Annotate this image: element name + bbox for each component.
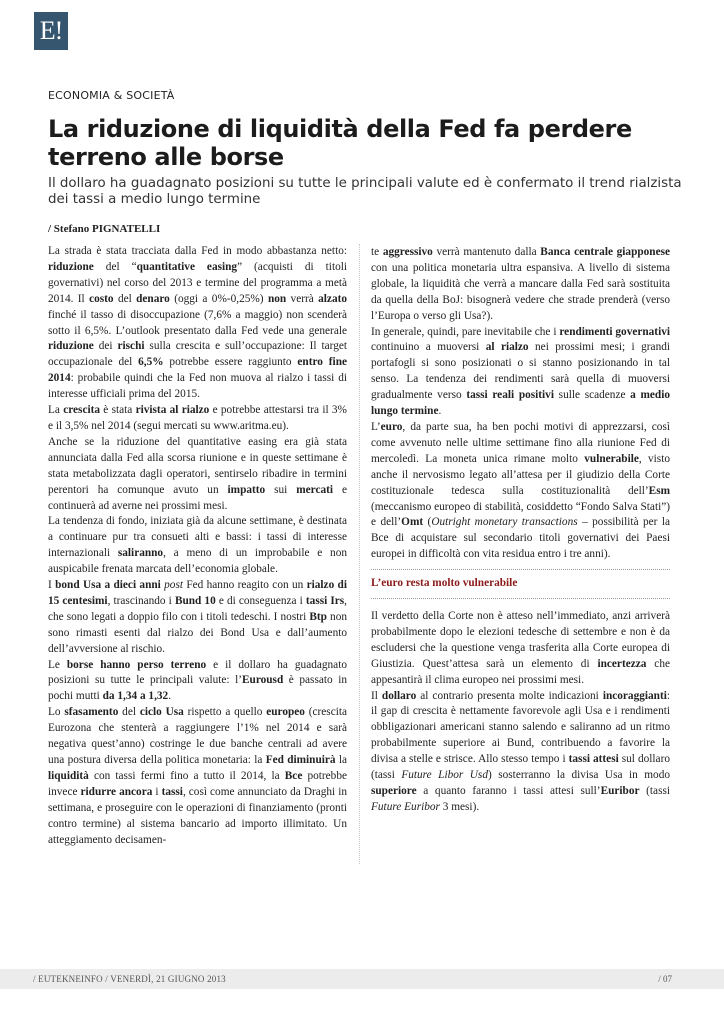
column-divider	[359, 244, 360, 864]
paragraph: Le borse hanno perso terreno e il dollaro ha guadagnato posizioni su tutte le principali valute: l’Eurousd è passato in pochi mutti da 1,34 a 1,32.	[48, 658, 347, 703]
footer-publication-date: / EUTEKNEINFO / VENERDÌ, 21 GIUGNO 2013	[33, 974, 226, 984]
paragraph: La strada è stata tracciata dalla Fed in modo abbastanza netto: riduzione del “quantitative easing” (acquisti di titoli governativi) nel corso del 2013 e termine del programma a metà 2014. Il costo del denaro (oggi a 0%-0,25%) non verrà alzato finché il tasso di disoccupazione (7,6% a maggio) non scenderà sotto il 6,5%. L’outlook presentato dalla Fed vede una generale riduzione dei rischi sulla crescita e sull’occupazione: Il target occupazionale del 6,5% potrebbe essere raggiunto entro fine 2014: probabile quindi che la Fed non muova al rialzo i tassi di interesse ufficiali prima del 2015.	[48, 245, 348, 401]
box-heading: L’euro resta molto vulnerabile	[371, 577, 518, 590]
paragraph: La crescita è stata rivista al rialzo e potrebbe attestarsi tra il 3% e il 3,5% nel 2014 (segui mercati su www.aritma.eu).	[48, 404, 347, 432]
article-column-left	[48, 244, 347, 848]
paragraph: te aggressivo verrà mantenuto dalla Banca centrale giapponese con una politica monetaria ultra espansiva. A livello di sistema globale, la liquidità che verrà a mancare dalla Fed sarà sostituita da quella della BoJ: bisognerà vedere che strade prenderà (verso l’Europa o verso gli Usa?).	[371, 246, 670, 322]
paragraph: I bond Usa a dieci anni post Fed hanno reagito con un rialzo di 15 centesimi, trascinando i Bund 10 e di conseguenza i tassi Irs, che sono legati a doppio filo con i titoli tedeschi. I nostri Btp non sono rimasti esenti dal rialzo dei Bond Usa e dall’aumento dell’avversione al rischio.	[48, 579, 347, 655]
publication-logo: E!	[34, 12, 68, 50]
paragraph: Il dollaro al contrario presenta molte indicazioni incoraggianti: il gap di crescita è nettamente favorevole agli Usa e i rendimenti obbligazionari americani stanno salendo e saliranno ad un ritmo probabilmente superiore ai Bund, contribuendo a favorire la divisa a stelle e strisce. Allo stesso tempo i tassi attesi sul dollaro (tassi Future Libor Usd) sosterranno la divisa Usa in modo superiore a quanto faranno i tassi attesi sull’Euribor (tassi Future Euribor 3 mesi).	[371, 689, 671, 813]
paragraph: La tendenza di fondo, iniziata già da alcune settimane, è destinata a continuare pur tra consueti alti e bassi: i tassi di interesse internazionali saliranno, a meno di un improbabile e non auspicabile frenata marcata dell’economia globale.	[48, 515, 347, 576]
page-number: / 07	[658, 974, 672, 984]
box-divider	[371, 569, 670, 570]
section-label: ECONOMIA & SOCIETÀ	[48, 89, 175, 102]
paragraph: Il verdetto della Corte non è atteso nell’immediato, anzi arriverà probabilmente dopo le elezioni tedesche di settembre e non è da escludersi che la questione venga trasferita alla Corte europea di Giustizia. Quest’attesa sarà un elemento di incertezza che appesantirà il clima europeo nei prossimi mesi.	[371, 610, 670, 686]
article-subtitle: Il dollaro ha guadagnato posizioni su tutte le principali valute ed è confermato il trend rialzista dei tassi a medio lungo termine	[48, 176, 682, 207]
author-byline: / Stefano PIGNATELLI	[48, 223, 161, 235]
paragraph: L’euro, da parte sua, ha ben pochi motivi di apprezzarsi, così come avvenuto nelle ultime settimane fino alla riunione Fed di mercoledì. La moneta unica rimane molto vulnerabile, visto anche il nervosismo legato all’attesa per il giudizio della Corte costituzionale tedesca sulla costituzionalità dell’Esm (meccanismo europeo di stabilità, cosiddetto “Fondo Salva Stati”) e dell’Omt (Outright monetary transactions – possibilità per la Bce di acquistare sul secondario titoli governativi dei Paesi europei in difficoltà con vita residua entro i tre anni).	[371, 420, 671, 561]
box-divider	[371, 598, 670, 599]
paragraph: Anche se la riduzione del quantitative easing era già stata annunciata dalla Fed alla scorsa riunione e in queste settimane è stata metabolizzata dagli operatori, sentirselo ribadire in termini perentori ha comunque avuto un impatto sui mercati e continuerà ad averne nei prossimi mesi.	[48, 435, 347, 512]
paragraph: In generale, quindi, pare inevitabile che i rendimenti governativi continuino a muoversi al rialzo nei prossimi mesi; i grandi portafogli si sono posizionati o si stanno posizionando in tal senso. La tendenza dei rendimenti sarà quella di muoversi gradualmente verso tassi reali positivi sulle scadenze a medio lungo termine.	[371, 325, 671, 418]
article-column-right	[371, 245, 670, 816]
paragraph: Lo sfasamento del ciclo Usa rispetto a quello europeo (crescita Eurozona che stenterà a raggiungere l’1% nel 2014 e sarà negativa quest’anno) costringe le due banche centrali ad avere una postura diversa della politica monetaria: la Fed diminuirà la liquidità con tassi fermi fino a tutto il 2014, la Bce potrebbe invece ridurre ancora i tassi, così come annunciato da Draghi in settimana, e proseguire con le operazioni di finanziamento (pronti contro termine) al sistema bancario ad importo illimitato. Un atteggiamento decisamen-	[48, 706, 348, 846]
article-title: La riduzione di liquidità della Fed fa perdere terreno alle borse	[48, 115, 632, 171]
